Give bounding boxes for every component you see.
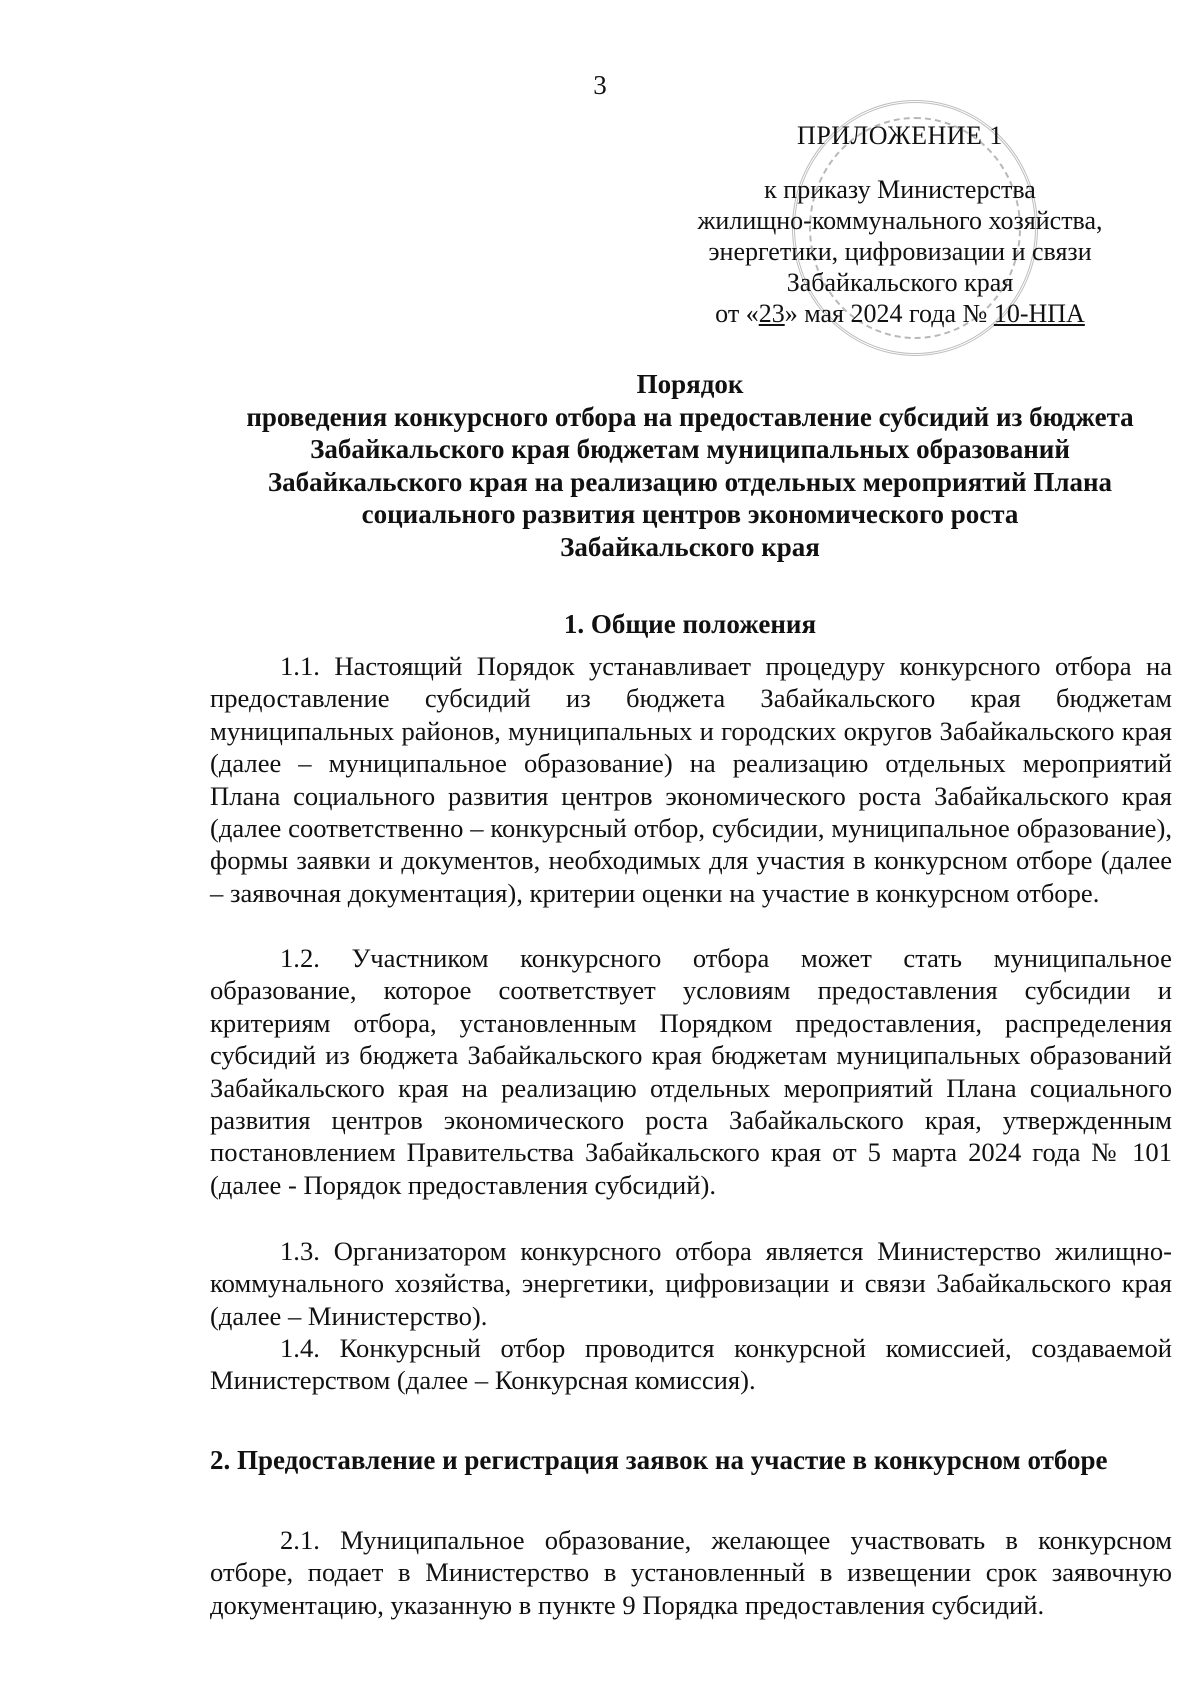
paragraph-1-3: 1.3. Организатором конкурсного отбора является Министерство жилищно-коммунального хозяйства, энергетики, цифровизации и связи Забайкальского края (далее – Министерство). [210, 1236, 1172, 1331]
document-title [200, 368, 1180, 563]
date-prefix: от « [715, 299, 759, 328]
appendix-block [690, 120, 1110, 329]
appendix-line: жилищно-коммунального хозяйства, [697, 206, 1103, 235]
title-line: Забайкальского края [560, 531, 820, 562]
paragraph-1-2: 1.2. Участником конкурсного отбора может стать муниципальное образование, которое соответствует условиям предоставления субсидии и критериям отбора, установленным Порядком предоставления, распределения субсидий из бюджета Забайкальского края бюджетам муниципальных образований Забайкальского края на реализацию отдельных мероприятий Плана социального развития центров экономического роста Забайкальского края, утвержденным постановлением Правительства Забайкальского края от 5 марта 2024 года № 101 (далее - Порядок предоставления субсидий). [210, 943, 1172, 1200]
section-heading: 2. Предоставление и регистрация заявок на участие в конкурсном отборе [210, 1445, 1108, 1475]
title-line: проведения конкурсного отбора на предоставление субсидий из бюджета [246, 401, 1134, 432]
paragraph-1-4: 1.4. Конкурсный отбор проводится конкурсной комиссией, создаваемой Министерством (далее – Конкурсная комиссия). [210, 1333, 1172, 1396]
date-day: 23 [758, 299, 785, 328]
section-heading: 1. Общие положения [563, 609, 817, 639]
appendix-line: к приказу Министерства [764, 175, 1036, 204]
paragraph-2-1: 2.1. Муниципальное образование, желающее участвовать в конкурсном отборе, подает в Министерство в установленный в извещении срок заявочную документацию, указанную в пункте 9 Порядка предоставления субсидий. [210, 1525, 1172, 1620]
title-line: Забайкальского края бюджетам муниципальных образований [310, 434, 1070, 464]
date-mid: » мая 2024 года № [784, 299, 994, 328]
paragraph-1-1: 1.1. Настоящий Порядок устанавливает процедуру конкурсного отбора на предоставление субсидий из бюджета Забайкальского края бюджетам муниципальных районов, муниципальных и городских округов Забайкальского края (далее – муниципальное образование) на реализацию отдельных мероприятий Плана социального развития центров экономического роста Забайкальского края (далее соответственно – конкурсный отбор, субсидии, муниципальное образование), формы заявки и документов, необходимых для участия в конкурсном отборе (далее – заявочная документация), критерии оценки на участие в конкурсном отборе. [210, 651, 1172, 908]
order-number: 10-НПА [993, 299, 1085, 328]
appendix-line: Забайкальского края [786, 268, 1014, 297]
title-line: социального развития центров экономического роста [361, 499, 1019, 529]
title-line: Порядок [636, 369, 744, 399]
page-number: 3 [593, 70, 607, 100]
appendix-date-line [690, 298, 1110, 329]
appendix-heading: ПРИЛОЖЕНИЕ 1 [797, 121, 1003, 150]
appendix-line: энергетики, цифровизации и связи [708, 237, 1092, 266]
title-line: Забайкальского края на реализацию отдельных мероприятий Плана [267, 466, 1113, 497]
